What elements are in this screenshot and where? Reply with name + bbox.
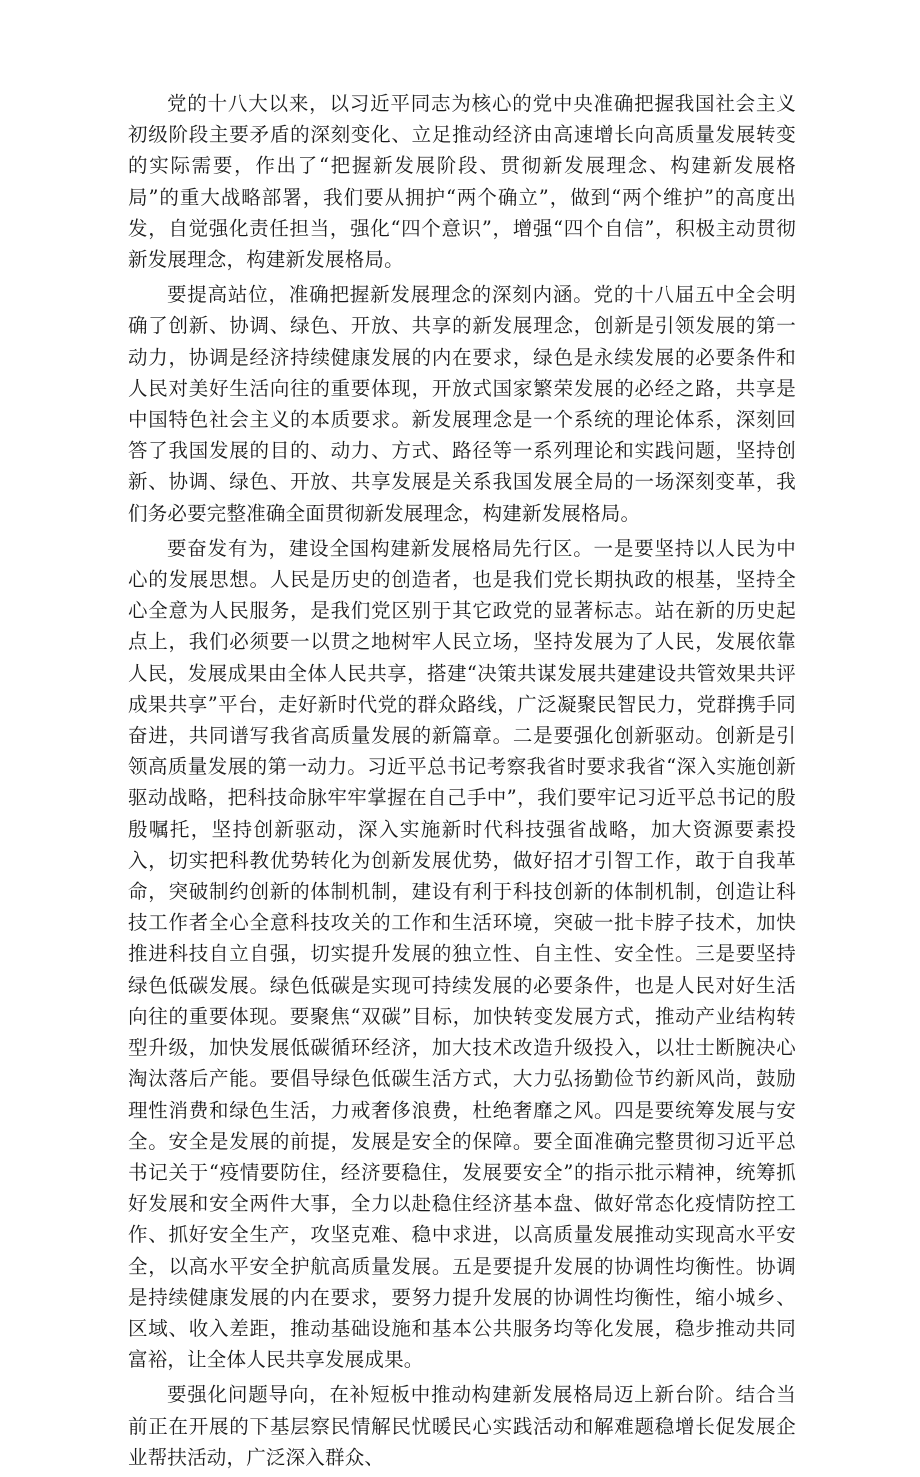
paragraph-new-development-concept: 要提高站位，准确把握新发展理念的深刻内涵。党的十八届五中全会明确了创新、协调、绿色、开放、共享的新发展理念，创新是引领发展的第一动力，协调是经济持续健康发展的内在要求，绿色是永续发展的必要条件和人民对美好生活向往的重要体现，开放式国家繁荣发展的必经之路，共享是中国特色社会主义的本质要求。新发展理念是一个系统的理论体系，深刻回答了我国发展的目的、动力、方式、路径等一系列理论和实践问题，坚持创新、协调、绿色、开放、共享发展是关系我国发展全局的一场深刻变革，我们务必要完整准确全面贯彻新发展理念，构建新发展格局。 — [128, 283, 796, 525]
document-page — [128, 88, 796, 1477]
paragraph-problem-orientation: 要强化问题导向，在补短板中推动构建新发展格局迈上新台阶。结合当前正在开展的下基层察民情解民忧暖民心实践活动和解难题稳增长促发展企业帮扶活动，广泛深入群众、 — [128, 1383, 796, 1469]
paragraph-intro: 党的十八大以来，以习近平同志为核心的党中央准确把握我国社会主义初级阶段主要矛盾的深刻变化、立足推动经济由高速增长向高质量发展转变的实际需要，作出了“把握新发展阶段、贯彻新发展理念、构建新发展格局”的重大战略部署，我们要从拥护“两个确立”，做到“两个维护”的高度出发，自觉强化责任担当，强化“四个意识”，增强“四个自信”，积极主动贯彻新发展理念，构建新发展格局。 — [128, 92, 796, 272]
paragraph-pilot-zone: 要奋发有为，建设全国构建新发展格局先行区。一是要坚持以人民为中心的发展思想。人民是历史的创造者，也是我们党长期执政的根基，坚持全心全意为人民服务，是我们党区别于其它政党的显著标志。站在新的历史起点上，我们必须要一以贯之地树牢人民立场，坚持发展为了人民，发展依靠人民，发展成果由全体人民共享，搭建“决策共谋发展共建建设共管效果共评成果共享”平台，走好新时代党的群众路线，广泛凝聚民智民力，党群携手同奋进，共同谱写我省高质量发展的新篇章。二是要强化创新驱动。创新是引领高质量发展的第一动力。习近平总书记考察我省时要求我省“深入实施创新驱动战略，把科技命脉牢牢掌握在自己手中”，我们要牢记习近平总书记的殷殷嘱托，坚持创新驱动，深入实施新时代科技强省战略，加大资源要素投入，切实把科教优势转化为创新发展优势，做好招才引智工作，敢于自我革命，突破制约创新的体制机制，建设有利于科技创新的体制机制，创造让科技工作者全心全意科技攻关的工作和生活环境，突破一批卡脖子技术，加快推进科技自立自强，切实提升发展的独立性、自主性、安全性。三是要坚持绿色低碳发展。绿色低碳是实现可持续发展的必要条件，也是人民对好生活向往的重要体现。要聚焦“双碳”目标，加快转变发展方式，推动产业结构转型升级，加快发展低碳循环经济，加大技术改造升级投入，以壮士断腕决心淘汰落后产能。要倡导绿色低碳生活方式，大力弘扬勤俭节约新风尚，鼓励理性消费和绿色生活，力戒奢侈浪费，杜绝奢靡之风。四是要统筹发展与安全。安全是发展的前提，发展是安全的保障。要全面准确完整贯彻习近平总书记关于“疫情要防住，经济要稳住，发展要安全”的指示批示精神，统筹抓好发展和安全两件大事，全力以赴稳住经济基本盘、做好常态化疫情防控工作、抓好安全生产，攻坚克难、稳中求进，以高质量发展推动实现高水平安全，以高水平安全护航高质量发展。五是要提升发展的协调性均衡性。协调是持续健康发展的内在要求，要努力提升发展的协调性均衡性，缩小城乡、区域、收入差距，推动基础设施和基本公共服务均等化发展，稳步推动共同富裕，让全体人民共享发展成果。 — [128, 536, 796, 1372]
